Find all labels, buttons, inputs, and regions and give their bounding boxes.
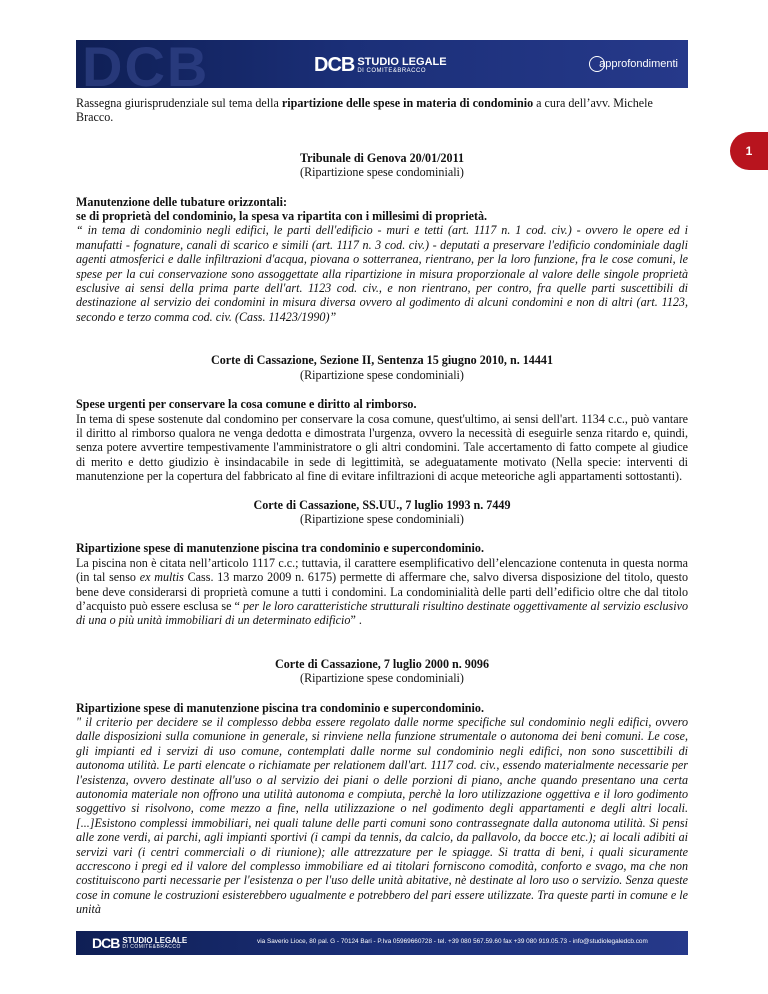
intro-paragraph [76, 96, 688, 125]
intro-suffix: a cura dell’avv. Michele Bracco. [76, 96, 653, 125]
section-title: Corte di Cassazione, 7 luglio 2000 n. 9096 [275, 656, 489, 671]
section-heading: Ripartizione spese di manutenzione piscina tra condominio e supercondominio. [76, 700, 484, 715]
header-banner [76, 35, 688, 98]
body-part: ” . [350, 613, 362, 628]
footer-logo-text [122, 937, 187, 950]
logo-line1: STUDIO LEGALE [357, 56, 447, 68]
section-heading: Manutenzione delle tubature orizzontali: [76, 194, 288, 209]
section-body: “ in tema di condominio negli edifici, le parti dell'edificio - muri e tetti (art. 1117 n. 1 cod. civ.) - ovvero le opere ed i manufatti - fognature, canali di scarico e simili (art. 1117 n. 3 cod. civ.) - deputati a preservare l'edificio condominiale dagli agenti atmosferici e dalle infiltrazioni d'acqua, piovana o sotterranea, rientrano, per la loro funzione, fra le cose comuni, le spese per la cui conservazione sono assoggettate alla ripartizione in misura proporzionale al valore delle singole proprietà esclusive ai sensi della prima parte dell'art. 1123 cod. civ., e non rientrano, per contro, fra quelle parti suscettibili di destinazione al servizio dei condomini in misura diversa ovvero al godimento di alcuni condomini e non di altri (art. 1123, secondo e terzo comma cod. civ. (Cass. 11423/1990)” [76, 223, 688, 324]
footer-logo-line1: STUDIO LEGALE [122, 935, 188, 945]
body-part: La piscina non è citata nell’articolo 1117 c.c.; tuttavia, il carattere esemplificativo dell’elencazione contenuta in questa norma (in tal senso [76, 555, 688, 585]
section-title: Tribunale di Genova 20/01/2011 [299, 150, 465, 165]
section-heading: Spese urgenti per conservare la cosa comune e diritto al rimborso. [76, 397, 417, 412]
section-heading: Ripartizione spese di manutenzione piscina tra condominio e supercondominio. [76, 541, 484, 556]
section-title: Corte di Cassazione, SS.UU., 7 luglio 1993 n. 7449 [253, 497, 511, 512]
logo-text [357, 57, 446, 74]
footer-logo-line2: DI COMITE&BRACCO [122, 943, 181, 950]
page-number-tab [730, 132, 768, 170]
section-subtitle: (Ripartizione spese condominiali) [300, 165, 464, 180]
section-body: " il criterio per decidere se il complesso debba essere regolato dalle norme specifiche sul condominio negli edifici, ovvero dalle disposizioni sulla comunione in generale, si rinviene nella funzione strumentale o autonoma dei beni comuni. Le cose, gli impianti ed i servizi di uso comune, contemplati dalle norme sul condominio negli edifici, non sono suscettibili di autonoma utilità. Le parti elencate o richiamate per relationem dall'art. 1117 cod. civ., essendo materialmente necessarie per l'esistenza, ovvero destinate all'uso o al servizio dei piani o delle porzioni di piano, anche quando presentano una certa autonomia materiale non offrono una utilità autonoma e compiuta, perchè la loro utilizzazione oggettiva e il loro godimento soggettivo si risolvono, come mezzo a fine, nella utilizzazione o nel godimento degli appartamenti e degli altri locali.[...]Esistono complessi immobiliari, nei quali talune delle parti comuni sono contrassegnate dalla autonoma utilità. Si pensi alle zone verdi, ai parchi, agli impianti sportivi (i campi da tennis, da calcio, da pallavolo, da bocce etc.); ai locali adibiti ai servizi vari (i centri commerciali o di riunione); alle attrezzature per le spiagge. Si tratta di beni, i quali sicuramente accrescono i pregi ed il valore del complesso immobiliare ed ai titolari forniscono comodità, conforto e svago, ma che non costituiscono parti necessarie per l'esistenza o per l'uso delle unità abitative, nè destinate al loro uso o servizio. Senza queste cose in comune le costruzioni esisterebbero ugualmente e potrebbero del pari essere utilizzate. Tra queste parti in comune e le unità [76, 715, 688, 917]
document-body [76, 96, 688, 917]
footer-banner [76, 931, 688, 955]
footer-logo-mark: DCB [92, 935, 120, 951]
section-title: Corte di Cassazione, Sezione II, Sentenza 15 giugno 2010, n. 14441 [211, 353, 553, 368]
body-quote: per le loro caratteristiche strutturali risultino destinate oggettivamente al servizio esclusivo di una o più unità immobiliari di un determinato edificio [76, 598, 688, 628]
logo-line2: DI COMITE&BRACCO [357, 68, 427, 74]
section-body [76, 556, 688, 628]
section-subtitle: (Ripartizione spese condominiali) [300, 367, 464, 382]
section-subtitle: (Ripartizione spese condominiali) [300, 511, 464, 526]
page-number: 1 [745, 144, 753, 158]
header-watermark: DCB [82, 35, 210, 98]
approfondimenti-label [589, 56, 678, 72]
logo-mark: DCB [314, 54, 355, 76]
approfondimenti-text: approfondimenti [599, 58, 678, 70]
footer-contact: via Saverio Lioce, 80 pal. G - 70124 Bari - P.Iva 05969660728 - tel. +39 080 567.59.60 fax +39 080 919.05.73 - info@studiolegaledcb.com [257, 938, 648, 945]
intro-topic: ripartizione delle spese in materia di condominio [281, 96, 534, 110]
footer-logo [92, 935, 187, 951]
section-body: In tema di spese sostenute dal condomino per conservare la cosa comune, quest'ultimo, ai sensi dell'art. 1134 c.c., può vantare il diritto al rimborso qualora ne venga dedotta e dimostrata l'urgenza, ovvero la necessità di eseguirle senza ritardo e, quindi, senza potere avvertire tempestivamente l'amministratore o gli altri condomini. Tale accertamento di fatto compete al giudice di merito e detto giudizio è insindacabile in sede di legittimità, se adeguatamente motivato (Nella specie: interventi di manutenzione per la copertura del fabbricato al fine di evitare infiltrazioni di acque meteoriche agli appartamenti sottostanti). [76, 411, 688, 484]
section-heading-2: se di proprietà del condominio, la spesa va ripartita con i millesimi di proprietà. [76, 209, 488, 224]
section-subtitle: (Ripartizione spese condominiali) [300, 671, 464, 686]
body-part: Cass. 13 marzo 2009 n. 6175) permette di affermare che, salvo diversa disposizione del titolo, questo bene deve considerarsi di proprietà comune a tutti i condomini. La condominialità delle parti dell’edificio oltre che dal titolo d’acquisto può essere esclusa se “ [76, 570, 689, 613]
body-emphasis: ex multis [139, 570, 184, 585]
studio-logo [314, 54, 447, 77]
intro-prefix: Rassegna giurisprudenziale sul tema della [76, 96, 282, 110]
